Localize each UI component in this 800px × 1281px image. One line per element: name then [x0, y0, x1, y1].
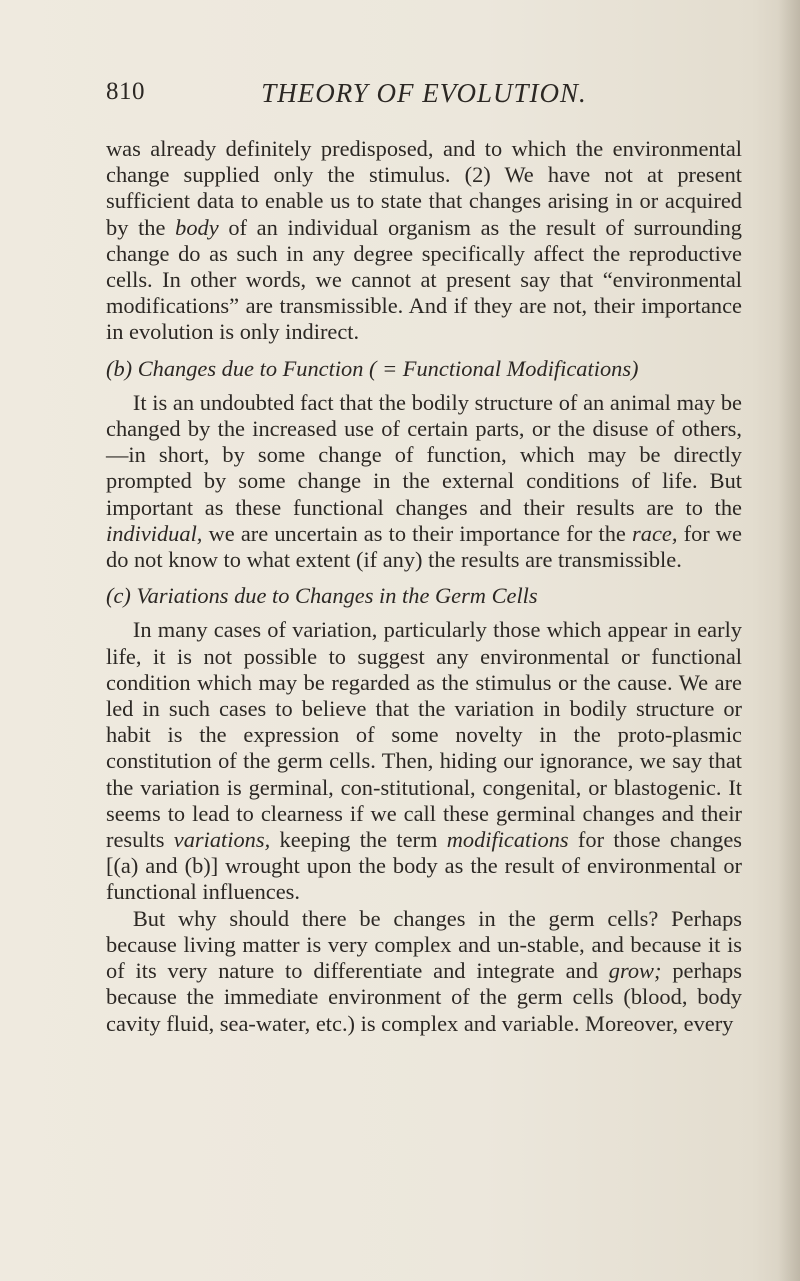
emphasis-modifications: modifications: [446, 827, 569, 853]
section-heading-b: (b) Changes due to Function ( = Functional Modifications): [106, 355, 639, 381]
paragraph-4: But why should there be changes in the germ cells? Perhaps because living matter is very complex and un-stable, and because it is of its very nature to differentiate and integrate and grow; perhaps because the immediate environment of the germ cells (blood, body cavity fluid, sea-water, etc.) is complex and variable. Moreover, every: [106, 905, 742, 1036]
emphasis-grow: grow;: [608, 958, 662, 984]
section-heading-c: (c) Variations due to Changes in the Germ Cells: [106, 583, 538, 609]
emphasis-race: race,: [632, 520, 678, 546]
emphasis-variations: variations,: [173, 827, 271, 853]
paragraph-3: In many cases of variation, particularly those which appear in early life, it is not possible to suggest any environmental or functional condition which may be regarded as the stimulus or the cause. We are led in such cases to believe that the variation in bodily structure or habit is the expression of some novelty in the proto-plasmic constitution of the germ cells. Then, hiding our ignorance, we say that the variation is germinal, con-stitutional, congenital, or blastogenic. It seems to lead to clearness if we call these germinal changes and their results variations, keeping the term modifications for those changes [(a) and (b)] wrought upon the body as the result of environmental or functional influences.: [106, 617, 743, 905]
page-edge-shadow: [778, 0, 800, 1281]
paragraph-2: It is an undoubted fact that the bodily structure of an animal may be changed by the increased use of certain parts, or the disuse of others,—in short, by some change of function, which may be directly prompted by some change in the external conditions of life. But important as these functional changes and their results are to the individual, we are uncertain as to their importance for the race, for we do not know to what extent (if any) the results are transmissible.: [106, 389, 742, 573]
emphasis-individual: individual,: [106, 520, 203, 546]
emphasis-body: body: [175, 214, 219, 240]
body-text: [106, 136, 742, 1037]
paragraph-1: was already definitely predisposed, and to which the environmental change supplied only the stimulus. (2) We have not at present sufficient data to enable us to state that changes arising in or acquired by the body of an individual organism as the result of surrounding change do as such in any degree specifically affect the reproductive cells. In other words, we cannot at present say that “environmental modifications” are transmissible. And if they are not, their importance in evolution is only indirect.: [106, 136, 742, 345]
running-title: THEORY OF EVOLUTION.: [261, 78, 587, 108]
page-header: [106, 78, 742, 112]
page-number: 810: [106, 78, 145, 105]
